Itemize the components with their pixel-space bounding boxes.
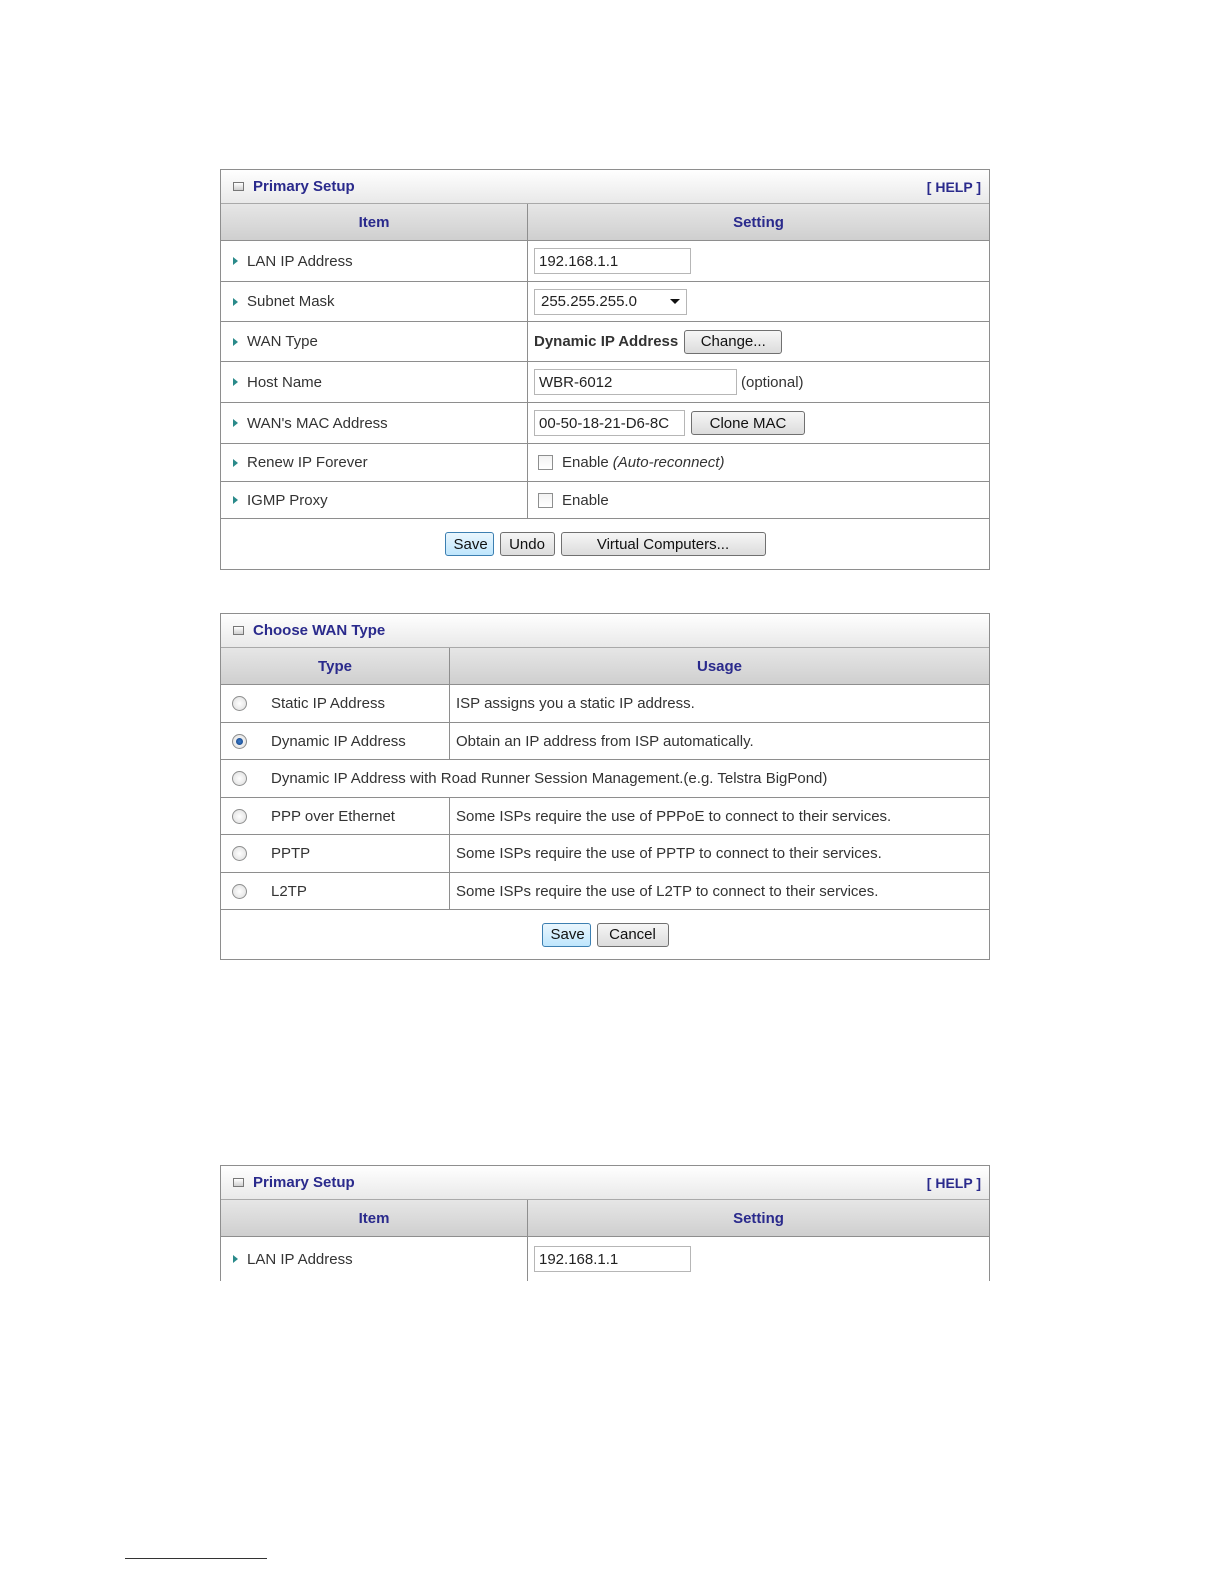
panel-title: Primary Setup: [253, 178, 355, 195]
road-runner-radio[interactable]: [232, 771, 247, 786]
column-header-usage: Usage: [696, 657, 743, 675]
renew-ip-label: Renew IP Forever: [247, 454, 368, 471]
row-label-cell: [221, 282, 528, 321]
row-subnet-mask: [221, 282, 989, 322]
table-header: [221, 648, 989, 685]
wan-option-dynamic[interactable]: [221, 723, 989, 760]
subnet-mask-label: Subnet Mask: [247, 293, 335, 310]
igmp-enable-label: Enable: [562, 491, 609, 509]
auto-reconnect-note: (Auto-reconnect): [612, 454, 725, 471]
save-button[interactable]: Save: [542, 923, 591, 947]
save-button[interactable]: Save: [445, 532, 494, 556]
row-label-cell: [221, 241, 528, 281]
row-setting-cell: [528, 322, 989, 361]
lan-ip-input[interactable]: [534, 248, 691, 274]
primary-setup-title-bar: [221, 170, 989, 204]
primary-setup-button-row: [221, 519, 989, 569]
pptp-radio[interactable]: [232, 846, 247, 861]
column-header-item: Item: [221, 204, 528, 240]
wan-type-cell: [221, 760, 989, 797]
row-setting-cell: [528, 403, 989, 443]
undo-button[interactable]: Undo: [500, 532, 555, 556]
column-header-setting: Setting: [733, 213, 784, 231]
row-setting-cell: [528, 1237, 989, 1281]
bullet-arrow-icon: [233, 419, 238, 427]
row-igmp-proxy: [221, 482, 989, 519]
primary-setup-title-bar: [221, 1166, 989, 1200]
primary-setup-panel-2: [220, 1165, 990, 1281]
l2tp-radio[interactable]: [232, 884, 247, 899]
change-wan-type-button[interactable]: Change...: [684, 330, 782, 354]
row-renew-ip: [221, 444, 989, 482]
footnote-separator: [125, 1558, 267, 1559]
wan-usage-cell: Some ISPs require the use of PPTP to connect to their services.: [456, 845, 882, 862]
wan-option-static[interactable]: [221, 685, 989, 723]
bullet-arrow-icon: [233, 338, 238, 346]
wan-option-pptp[interactable]: [221, 835, 989, 873]
wan-type-cell: [221, 873, 450, 909]
subnet-mask-select[interactable]: [534, 289, 687, 315]
dynamic-ip-radio[interactable]: [232, 734, 247, 749]
bullet-arrow-icon: [233, 459, 238, 467]
wan-usage-cell: Some ISPs require the use of PPPoE to connect to their services.: [456, 807, 892, 825]
bullet-arrow-icon: [233, 298, 238, 306]
wan-option-pppoe[interactable]: [221, 798, 989, 835]
column-header-item: Item: [221, 1200, 528, 1236]
row-wan-mac: [221, 403, 989, 444]
wan-option-l2tp[interactable]: [221, 873, 989, 910]
wan-option-label: PPTP: [271, 845, 311, 862]
wan-type-cell: [221, 723, 450, 759]
wan-type-cell: [221, 685, 450, 722]
row-setting-cell: [528, 362, 989, 402]
wan-option-label: Dynamic IP Address with Road Runner Session Management.(e.g. Telstra BigPond): [271, 770, 828, 787]
row-label-cell: [221, 322, 528, 361]
panel-title: Choose WAN Type: [253, 622, 386, 639]
wan-option-label: Dynamic IP Address: [271, 732, 406, 750]
lan-ip-label: LAN IP Address: [247, 252, 353, 270]
window-icon: [233, 182, 244, 191]
wan-option-label: Static IP Address: [271, 695, 385, 712]
wan-usage-cell: ISP assigns you a static IP address.: [456, 695, 695, 712]
pppoe-radio[interactable]: [232, 809, 247, 824]
wan-type-value: Dynamic IP Address: [534, 333, 679, 350]
bullet-arrow-icon: [233, 378, 238, 386]
window-icon: [233, 626, 244, 635]
panel-title: Primary Setup: [253, 1174, 355, 1191]
subnet-mask-value: 255.255.255.0: [541, 293, 637, 310]
row-label-cell: [221, 403, 528, 443]
host-name-label: Host Name: [247, 373, 323, 391]
table-header: [221, 204, 989, 241]
wan-mac-label: WAN's MAC Address: [247, 414, 388, 432]
row-setting-cell: [528, 444, 989, 481]
row-setting-cell: [528, 482, 989, 518]
renew-ip-checkbox[interactable]: [538, 455, 553, 470]
lan-ip-label: LAN IP Address: [247, 1250, 353, 1268]
bullet-arrow-icon: [233, 1255, 238, 1263]
wan-type-cell: [221, 798, 450, 834]
row-label-cell: [221, 444, 528, 481]
column-header-setting: Setting: [733, 1209, 784, 1227]
primary-setup-panel: [220, 169, 990, 570]
host-name-input[interactable]: [534, 369, 737, 395]
row-host-name: [221, 362, 989, 403]
wan-chooser-button-row: [221, 910, 989, 959]
row-label-cell: [221, 1237, 528, 1281]
static-ip-radio[interactable]: [232, 696, 247, 711]
row-setting-cell: [528, 241, 989, 281]
lan-ip-input[interactable]: [534, 1246, 691, 1272]
row-wan-type: [221, 322, 989, 362]
wan-usage-cell: Obtain an IP address from ISP automatically.: [456, 732, 754, 750]
bullet-arrow-icon: [233, 257, 238, 265]
help-link[interactable]: [ HELP ]: [926, 178, 981, 195]
clone-mac-button[interactable]: Clone MAC: [691, 411, 805, 435]
row-label-cell: [221, 482, 528, 518]
row-label-cell: [221, 362, 528, 402]
igmp-proxy-label: IGMP Proxy: [247, 491, 328, 509]
virtual-computers-button[interactable]: Virtual Computers...: [561, 532, 766, 556]
table-header: [221, 1200, 989, 1237]
wan-usage-cell: Some ISPs require the use of L2TP to connect to their services.: [456, 882, 879, 900]
window-icon: [233, 1178, 244, 1187]
host-name-optional-note: (optional): [741, 373, 804, 391]
choose-wan-type-panel: [220, 613, 990, 960]
wan-type-label: WAN Type: [247, 333, 318, 350]
wan-mac-input[interactable]: [534, 410, 685, 436]
row-lan-ip: [221, 1237, 989, 1281]
row-setting-cell: [528, 282, 989, 321]
wan-option-label: PPP over Ethernet: [271, 807, 395, 825]
igmp-proxy-checkbox[interactable]: [538, 493, 553, 508]
column-header-type: Type: [221, 648, 450, 684]
wan-chooser-title-bar: [221, 614, 989, 648]
wan-type-cell: [221, 835, 450, 872]
wan-option-road-runner[interactable]: [221, 760, 989, 798]
bullet-arrow-icon: [233, 496, 238, 504]
wan-option-label: L2TP: [271, 882, 307, 900]
renew-ip-enable-label: Enable: [562, 454, 609, 471]
help-link[interactable]: [ HELP ]: [926, 1174, 981, 1191]
row-lan-ip: [221, 241, 989, 282]
cancel-button[interactable]: Cancel: [597, 923, 669, 947]
chevron-down-icon: [670, 299, 680, 304]
